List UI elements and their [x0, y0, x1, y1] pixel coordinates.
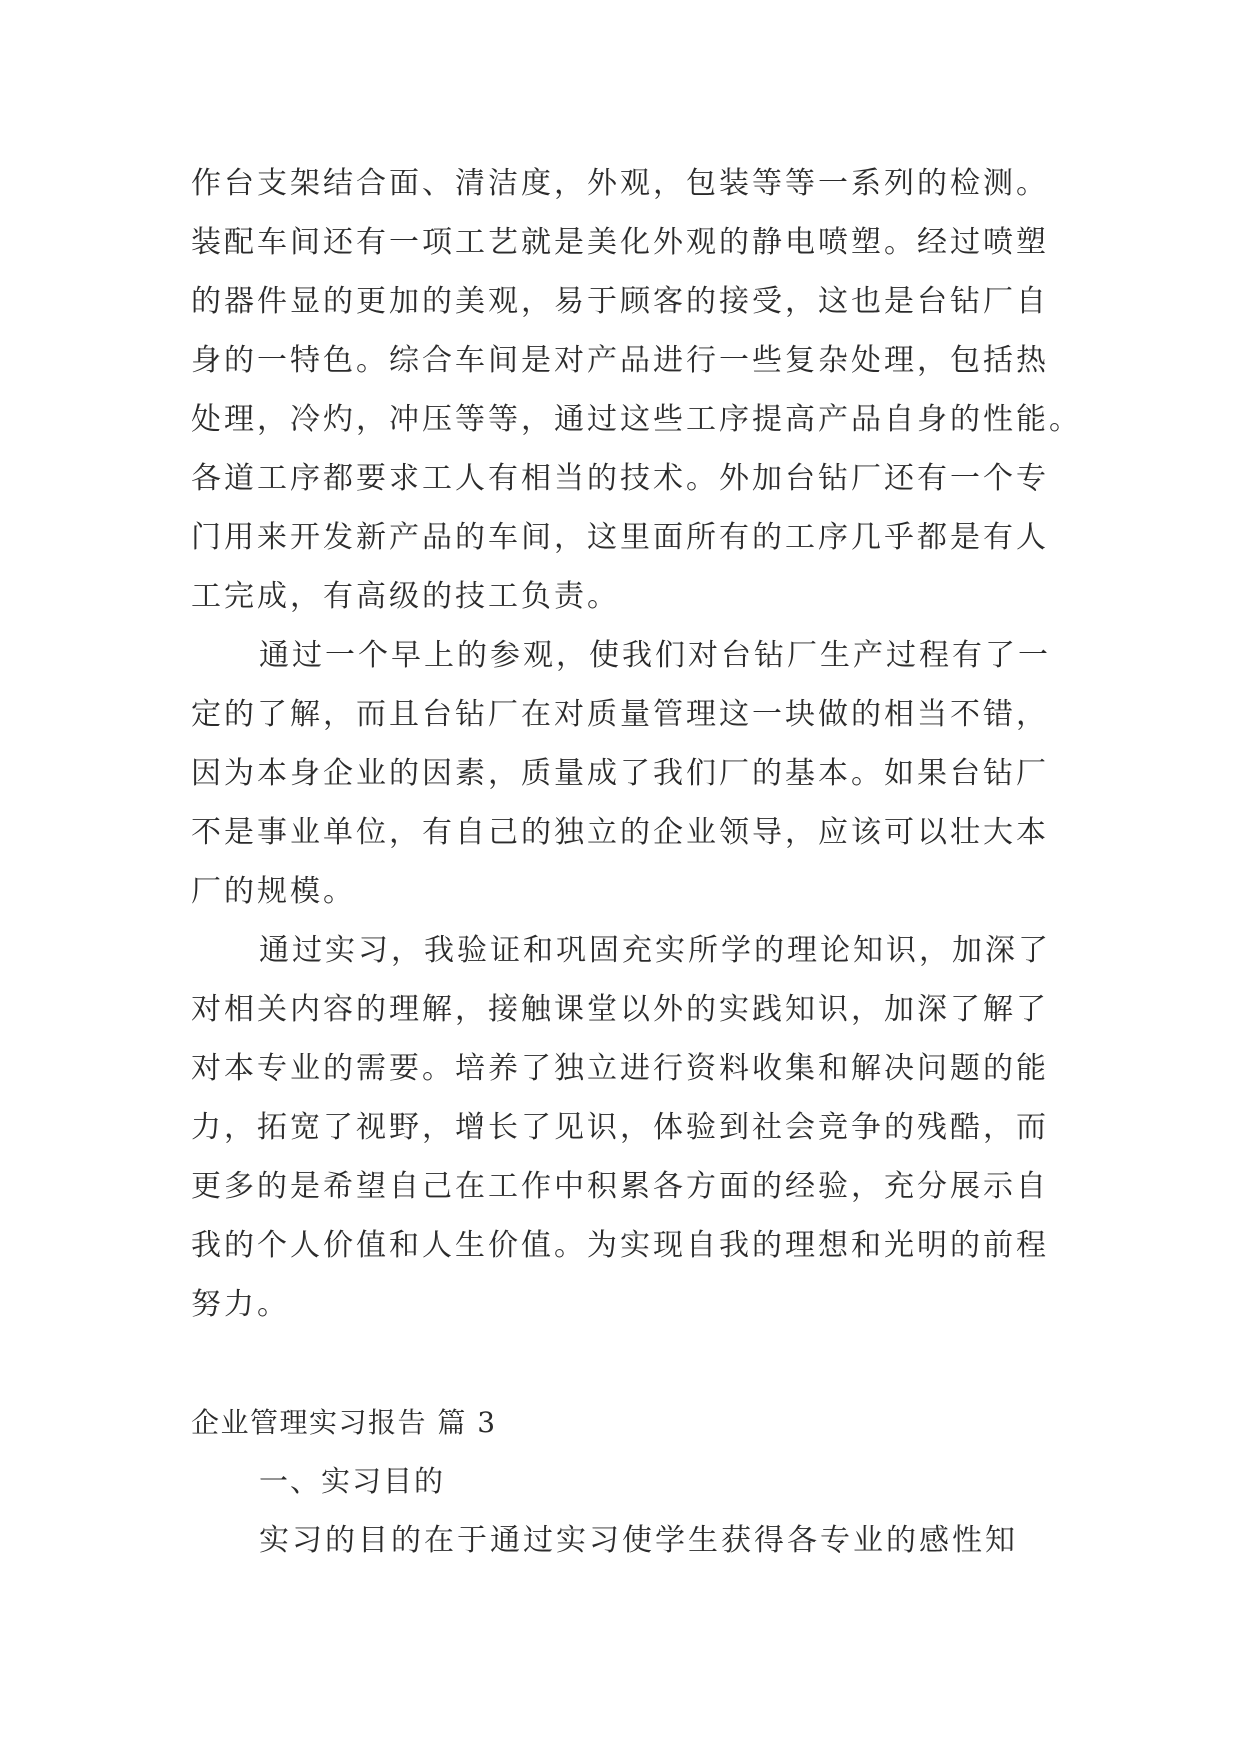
- text-line: 工完成，有高级的技工负责。: [191, 579, 620, 614]
- text-line: 的器件显的更加的美观，易于顾客的接受，这也是台钻厂自: [191, 284, 1049, 319]
- text-line: 身的一特色。综合车间是对产品进行一些复杂处理，包括热: [191, 343, 1049, 378]
- document-body: [191, 154, 1191, 1570]
- text-line: 实习的目的在于通过实习使学生获得各专业的感性知: [259, 1523, 1018, 1558]
- paragraph-spacer: [191, 1334, 1191, 1393]
- paragraph-internship-reflection: [191, 921, 1191, 1334]
- text-line: 定的了解，而且台钻厂在对质量管理这一块做的相当不错，: [191, 697, 1049, 732]
- subsection-heading: 一、实习目的: [259, 1464, 446, 1498]
- text-line: 处理，冷灼，冲压等等，通过这些工序提高产品自身的性能。: [191, 402, 1082, 437]
- text-line: 门用来开发新产品的车间，这里面所有的工序几乎都是有人: [191, 520, 1049, 555]
- text-line: 力，拓宽了视野，增长了见识，体验到社会竞争的残酷，而: [191, 1110, 1049, 1145]
- paragraph-internship-purpose: [191, 1511, 1191, 1570]
- text-line: 厂的规模。: [191, 874, 356, 909]
- text-line: 装配车间还有一项工艺就是美化外观的静电喷塑。经过喷塑: [191, 225, 1049, 260]
- text-line: 对相关内容的理解，接触课堂以外的实践知识，加深了解了: [191, 992, 1049, 1027]
- text-line: 各道工序都要求工人有相当的技术。外加台钻厂还有一个专: [191, 461, 1049, 496]
- text-line: 通过实习，我验证和巩固充实所学的理论知识，加深了: [259, 933, 1051, 968]
- paragraph-assembly-workshop: [191, 154, 1191, 626]
- text-line: 努力。: [191, 1287, 290, 1322]
- text-line: 我的个人价值和人生价值。为实现自我的理想和光明的前程: [191, 1228, 1049, 1263]
- section-heading: 企业管理实习报告 篇 3: [191, 1406, 497, 1439]
- text-line: 因为本身企业的因素，质量成了我们厂的基本。如果台钻厂: [191, 756, 1049, 791]
- paragraph-visit-summary: [191, 626, 1191, 921]
- text-line: 通过一个早上的参观，使我们对台钻厂生产过程有了一: [259, 638, 1051, 673]
- text-line: 不是事业单位，有自己的独立的企业领导，应该可以壮大本: [191, 815, 1049, 850]
- text-line: 对本专业的需要。培养了独立进行资料收集和解决问题的能: [191, 1051, 1049, 1086]
- text-line: 更多的是希望自己在工作中积累各方面的经验，充分展示自: [191, 1169, 1049, 1204]
- text-line: 作台支架结合面、清洁度，外观，包装等等一系列的检测。: [191, 166, 1049, 201]
